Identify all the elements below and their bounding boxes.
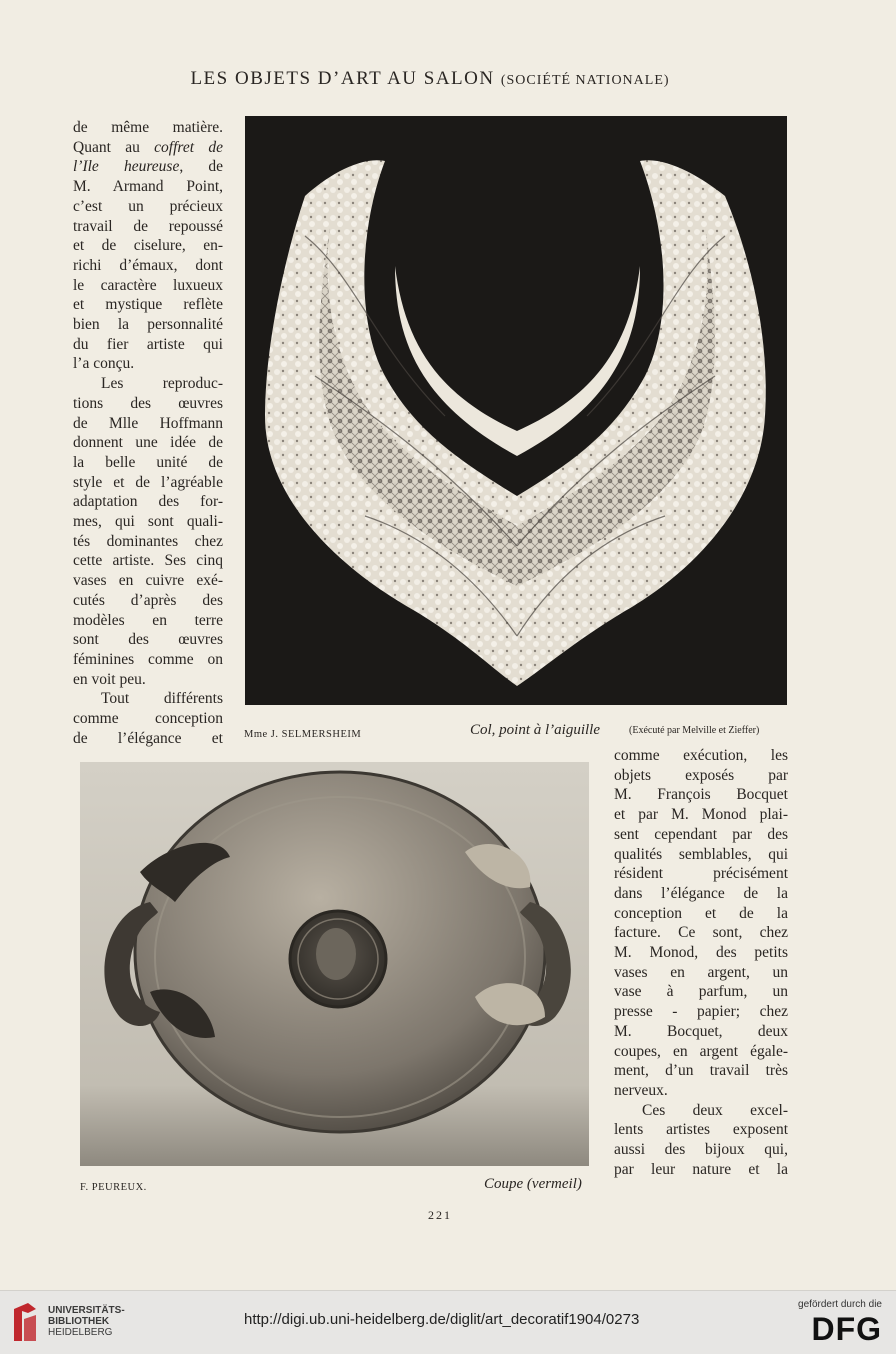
text-line: [73, 236, 223, 256]
text-line: [614, 1140, 788, 1160]
university-library-logo-icon: [10, 1301, 40, 1345]
text-segment: modèles en terre: [73, 611, 223, 629]
text-segment: Ces deux excel-: [642, 1101, 788, 1119]
text-line: [73, 473, 223, 493]
text-line: [614, 1160, 788, 1180]
text-segment: cette artiste. Ses cinq: [73, 552, 223, 570]
university-library-name: [48, 1305, 125, 1338]
text-segment: adaptation des for-: [73, 493, 223, 511]
text-line: [73, 551, 223, 571]
text-line: [614, 923, 788, 943]
text-segment: et par M. Monod plai-: [614, 806, 788, 824]
text-line: [73, 591, 223, 611]
text-line: [73, 453, 223, 473]
text-line: [614, 1120, 788, 1140]
text-segment: résident précisément: [614, 865, 788, 883]
text-line: [614, 1002, 788, 1022]
text-line: [73, 177, 223, 197]
text-segment: par leur nature et la: [614, 1160, 788, 1178]
text-segment: bien la personnalité: [73, 316, 223, 334]
text-segment: tés dominantes chez: [73, 532, 223, 550]
text-segment: coffret de: [154, 138, 223, 156]
text-line: [614, 864, 788, 884]
text-line: [73, 670, 223, 690]
text-line: [614, 904, 788, 924]
figure1-note-caption: (Exécuté par Melville et Zieffer): [629, 725, 760, 736]
lace-collar-photo: [245, 116, 787, 705]
text-line: [73, 512, 223, 532]
text-line: [614, 963, 788, 983]
text-segment: vases en argent, un: [614, 963, 788, 981]
text-segment: le caractère luxueux: [73, 276, 223, 294]
text-segment: l’a conçu.: [73, 355, 135, 373]
text-segment: féminines comme on: [73, 650, 223, 668]
text-segment: la belle unité de: [73, 453, 223, 471]
lace-collar-image: [245, 116, 787, 705]
right-text-column: [614, 746, 788, 1179]
text-segment: conception et de la: [614, 904, 788, 922]
library-name-line1: UNIVERSITÄTS-: [48, 1305, 125, 1316]
text-line: [73, 354, 223, 374]
text-line: [73, 689, 223, 709]
text-line: [73, 414, 223, 434]
text-segment: en voit peu.: [73, 670, 146, 688]
text-segment: vase à parfum, un: [614, 983, 788, 1001]
running-head: [150, 68, 710, 90]
text-segment: vases en cuivre exé-: [73, 572, 223, 590]
text-segment: M. Bocquet, deux: [614, 1022, 788, 1040]
text-line: [73, 256, 223, 276]
text-segment: de même matière.: [73, 119, 223, 136]
text-segment: mes, qui sont quali-: [73, 513, 223, 531]
text-line: [614, 845, 788, 865]
text-line: [73, 138, 223, 158]
text-segment: cutés d’après des: [73, 591, 223, 609]
text-line: [614, 884, 788, 904]
text-line: [73, 611, 223, 631]
text-segment: dans l’élégance de la: [614, 884, 788, 902]
text-segment: facture. Ce sont, chez: [614, 924, 788, 942]
figure1-artist-caption: Mme J. SELMERSHEIM: [244, 729, 362, 740]
text-line: [73, 532, 223, 552]
figure2-artist-caption: F. PEUREUX.: [80, 1182, 147, 1193]
text-segment: l’Ile heureuse: [73, 158, 180, 176]
page-number: 221: [428, 1208, 452, 1222]
text-line: [614, 1101, 788, 1121]
text-line: [614, 746, 788, 766]
text-segment: M. Armand Point,: [73, 178, 223, 196]
text-line: [614, 1042, 788, 1062]
text-segment: comme exécution, les: [614, 747, 788, 764]
text-line: [73, 650, 223, 670]
text-segment: richi d’émaux, dont: [73, 256, 223, 274]
text-segment: tions des œuvres: [73, 394, 223, 412]
text-line: [73, 374, 223, 394]
text-segment: ment, d’un travail très: [614, 1062, 788, 1080]
text-line: [73, 118, 223, 138]
text-line: [73, 709, 223, 729]
text-line: [614, 982, 788, 1002]
text-line: [73, 315, 223, 335]
text-segment: comme conception: [73, 710, 223, 728]
text-segment: sent cependant par des: [614, 825, 788, 843]
library-name-line3: HEIDELBERG: [48, 1327, 113, 1338]
text-line: [73, 729, 223, 749]
text-line: [614, 766, 788, 786]
text-line: [614, 943, 788, 963]
text-segment: et mystique reflète: [73, 296, 223, 314]
text-segment: objets exposés par: [614, 766, 788, 784]
text-line: [73, 197, 223, 217]
text-segment: coupes, en argent égale-: [614, 1042, 788, 1060]
text-segment: M. Monod, des petits: [614, 944, 788, 962]
text-segment: c’est un précieux: [73, 197, 223, 215]
dfg-logo: DFG: [811, 1311, 882, 1347]
text-segment: , de: [179, 158, 223, 176]
text-segment: presse - papier; chez: [614, 1003, 788, 1021]
text-segment: travail de repoussé: [73, 217, 223, 235]
text-segment: donnent une idée de: [73, 434, 223, 452]
text-segment: sont des œuvres: [73, 631, 223, 649]
text-line: [614, 1061, 788, 1081]
text-segment: aussi des bijoux qui,: [614, 1141, 788, 1159]
running-head-title: LES OBJETS D’ART AU SALON: [190, 68, 495, 89]
coupe-tray-photo: [80, 762, 589, 1166]
text-line: [614, 1022, 788, 1042]
text-segment: Tout différents: [101, 690, 223, 708]
text-segment: nerveux.: [614, 1081, 668, 1099]
digitization-footer: [0, 1290, 896, 1354]
text-line: [73, 295, 223, 315]
permalink-url[interactable]: http://digi.ub.uni-heidelberg.de/diglit/art_decoratif1904/0273: [244, 1311, 640, 1328]
funded-by-label: gefördert durch die: [798, 1299, 882, 1310]
text-line: [73, 335, 223, 355]
figure1-title-caption: Col, point à l’aiguille: [470, 722, 600, 738]
left-text-column: [73, 118, 223, 749]
figure2-title-caption: Coupe (vermeil): [484, 1176, 582, 1192]
library-name-line2: BIBLIOTHEK: [48, 1316, 110, 1327]
text-segment: et de ciselure, en-: [73, 237, 223, 255]
text-segment: lents artistes exposent: [614, 1121, 788, 1139]
text-segment: de Mlle Hoffmann: [73, 414, 223, 432]
coupe-tray-image: [80, 762, 589, 1166]
text-line: [614, 785, 788, 805]
text-segment: de l’élégance et: [73, 729, 223, 747]
text-line: [73, 630, 223, 650]
text-line: [73, 394, 223, 414]
text-line: [73, 571, 223, 591]
text-segment: M. François Bocquet: [614, 786, 788, 804]
text-line: [73, 157, 223, 177]
text-segment: Les reproduc-: [101, 375, 223, 393]
text-line: [614, 825, 788, 845]
text-line: [73, 276, 223, 296]
text-segment: Quant au: [73, 138, 155, 156]
text-line: [73, 492, 223, 512]
text-line: [73, 433, 223, 453]
text-line: [614, 805, 788, 825]
text-line: [73, 217, 223, 237]
running-head-subtitle: (SOCIÉTÉ NATIONALE): [500, 73, 670, 88]
text-segment: du fier artiste qui: [73, 335, 223, 353]
text-line: [614, 1081, 788, 1101]
text-segment: qualités semblables, qui: [614, 845, 788, 863]
text-segment: style et de l’agréable: [73, 473, 223, 491]
